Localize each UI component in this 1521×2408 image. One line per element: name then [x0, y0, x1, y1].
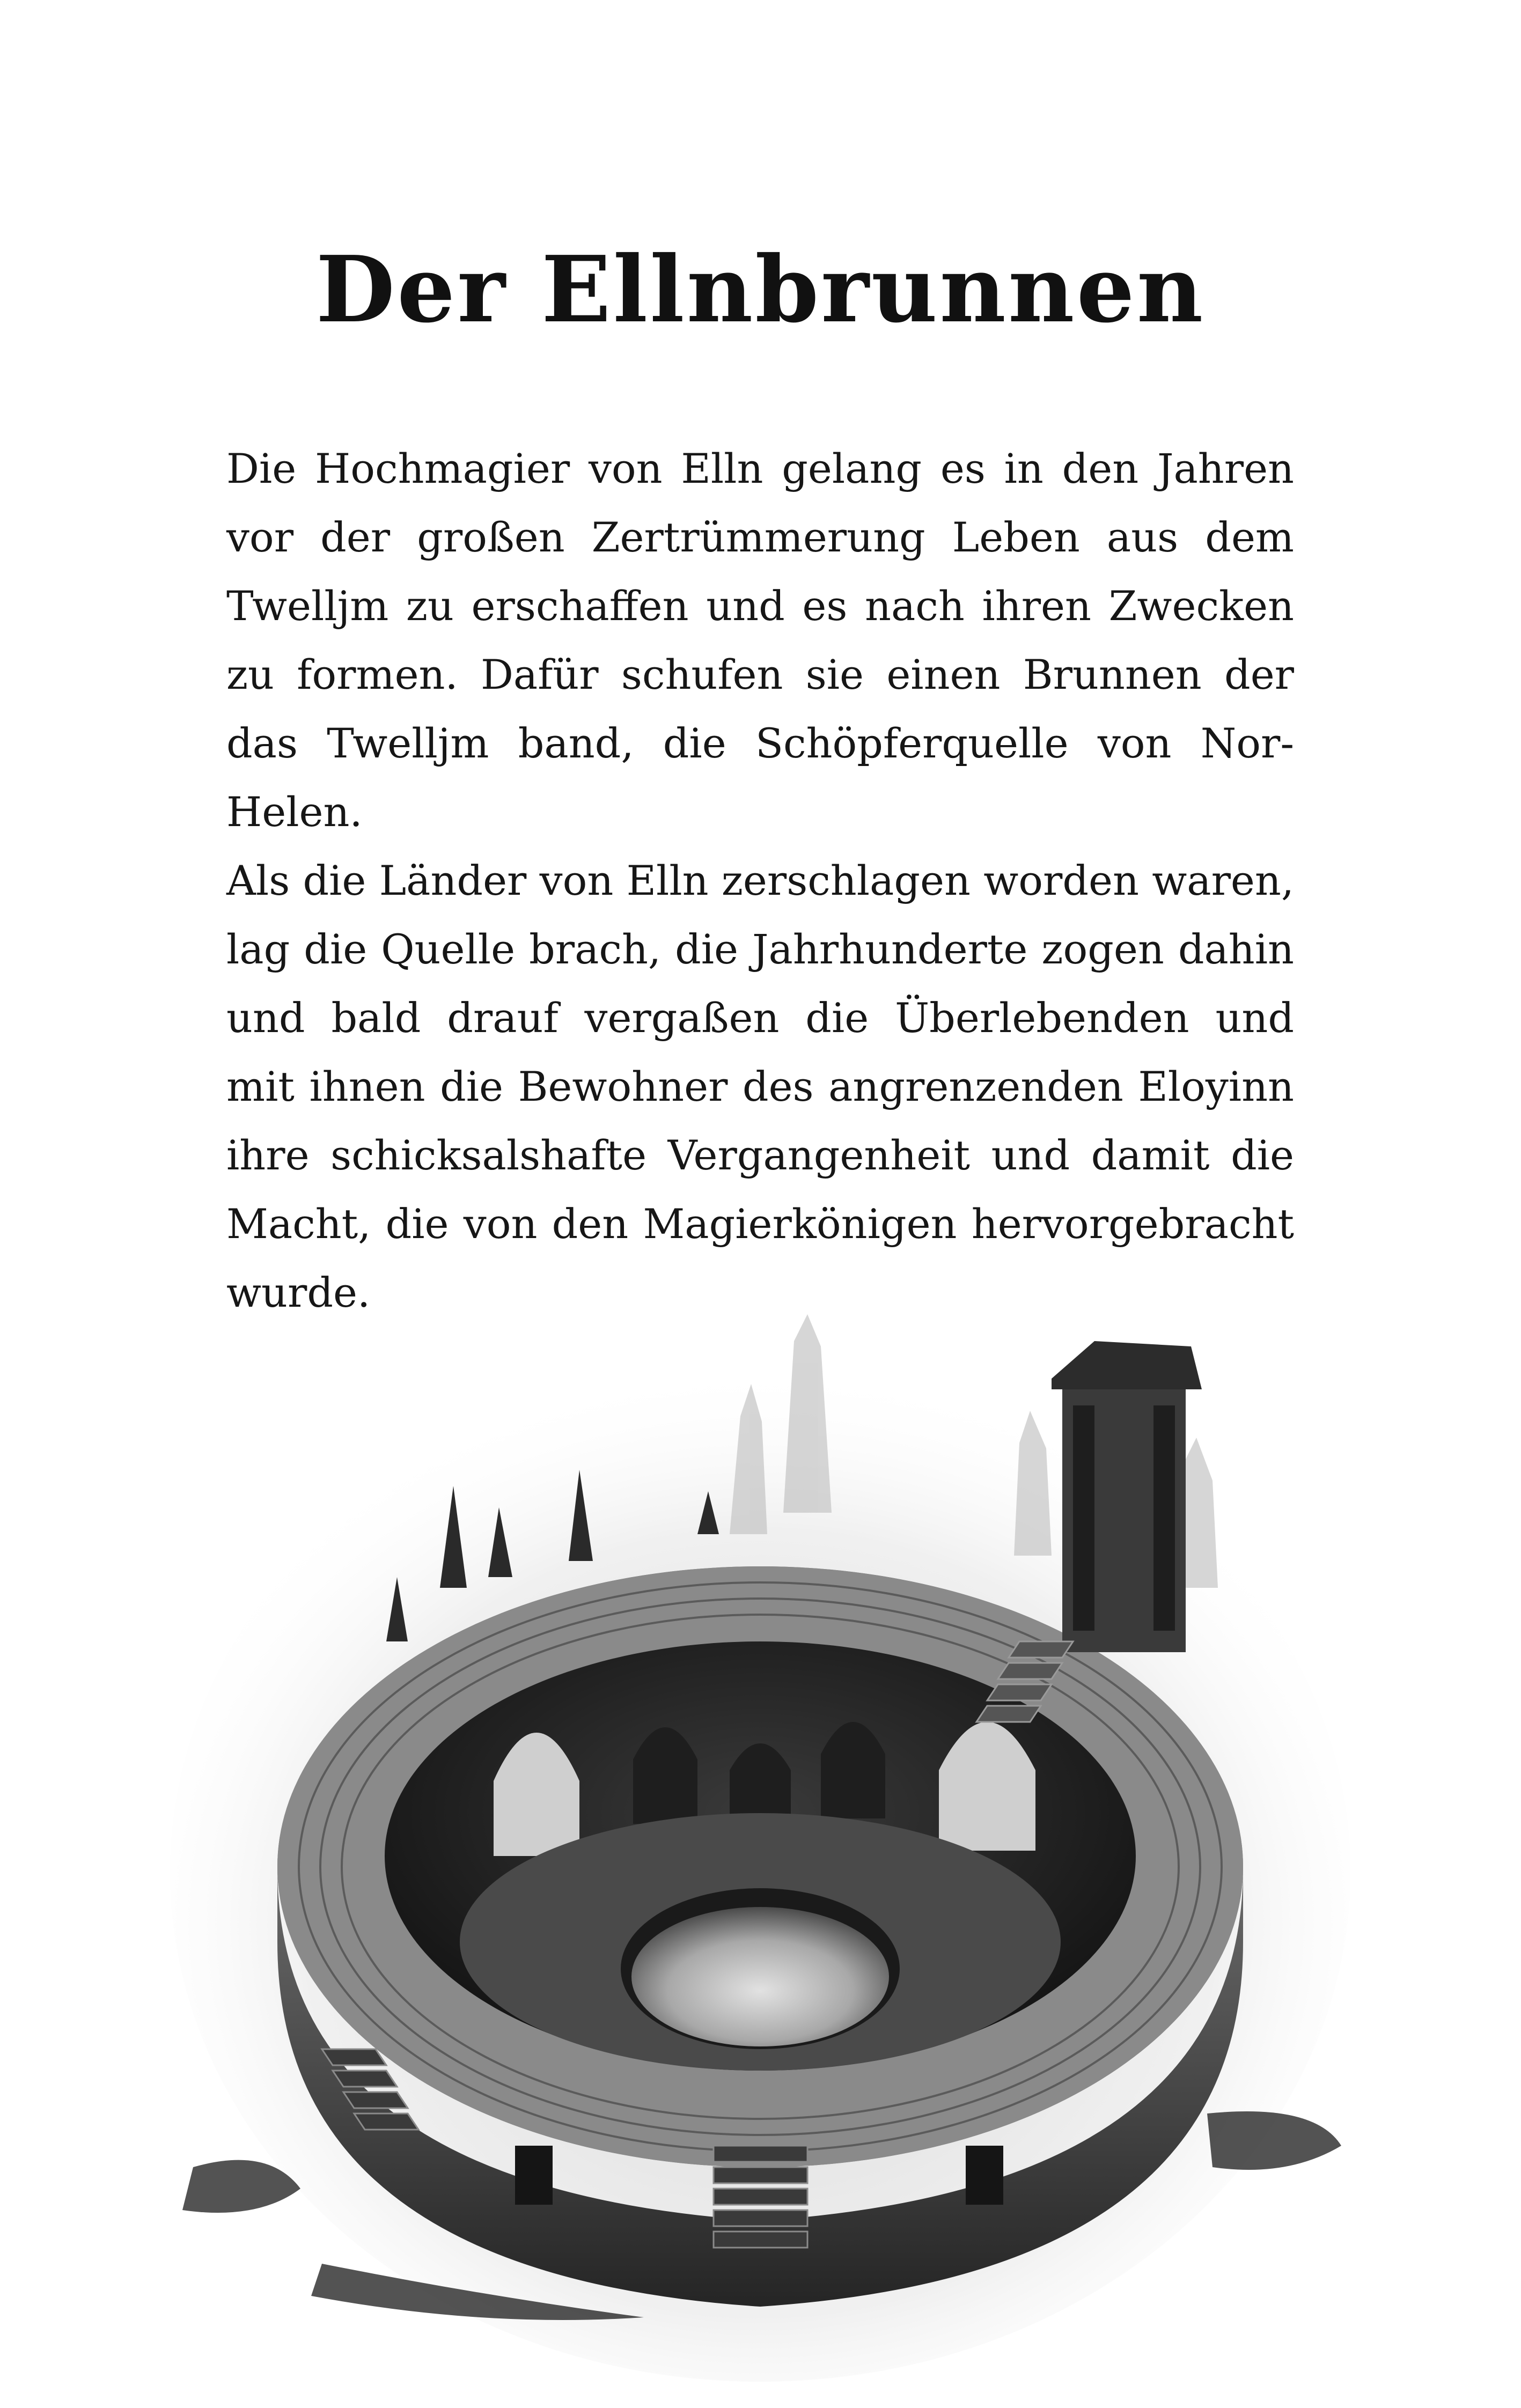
paragraph-1: Die Hochmagier von Elln gelang es in den Jahren vor der großen Zertrümmerung Leben aus dem Twelljm zu erschaffen und es nach ihren Zwecken zu formen. Dafür schufen sie einen Brunnen der das Twelljm band, die Schöpferquelle von Nor-Helen.	[226, 445, 1294, 836]
page-title: Der Ellnbrunnen	[315, 236, 1206, 343]
body-text	[226, 435, 1294, 1327]
paragraph-2: Als die Länder von Elln zerschlagen worden waren, lag die Quelle brach, die Jahrhunderte zogen dahin und bald drauf vergaßen die Überlebenden und mit ihnen die Bewohner des angrenzenden Eloyinn ihre schicksalshafte Vergangenheit und damit die Macht, die von den Magierkönigen hervorgebracht wurde.	[226, 857, 1294, 1316]
ruined-well-illustration	[161, 1309, 1360, 2392]
ruined-well-icon	[161, 1309, 1360, 2392]
